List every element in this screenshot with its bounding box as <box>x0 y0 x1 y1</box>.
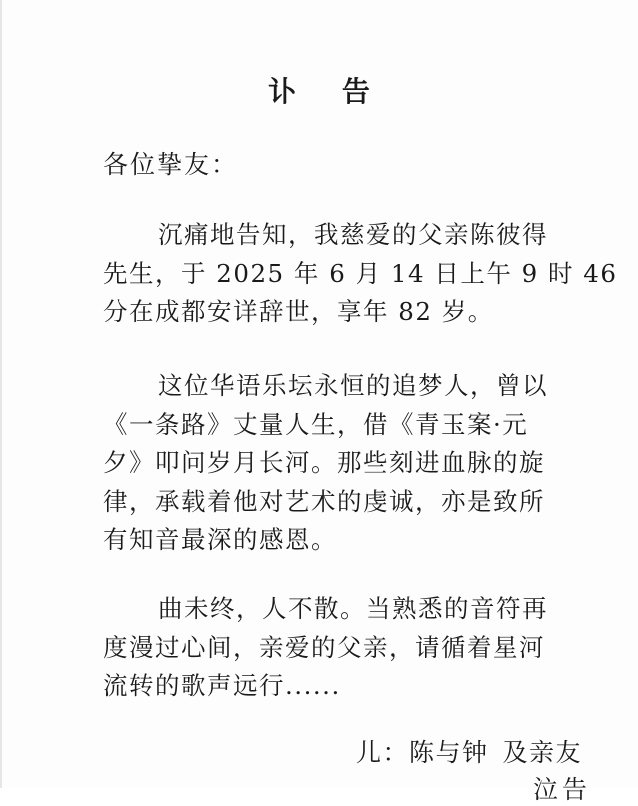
paragraph-tribute <box>103 367 603 560</box>
paragraph-line: 《一条路》丈量人生，借《青玉案·元 <box>103 409 529 439</box>
paragraph-line: 曲未终，人不散。当熟悉的音符再 <box>158 594 548 623</box>
paragraph-line: 先生，于 2025 年 6 月 14 日上午 9 时 46 <box>103 258 618 288</box>
paragraph-line: 律，承载着他对艺术的虔诚，亦是致所 <box>103 486 545 516</box>
paragraph-line: 有知音最深的感恩。 <box>103 525 337 554</box>
paragraph-line: 夕》叩问岁月长河。那些刻进血脉的旋 <box>103 448 545 477</box>
signature-family: 及亲友 <box>502 738 583 767</box>
paragraph-farewell <box>103 590 603 706</box>
closing-text: 泣告 <box>533 775 592 804</box>
paragraph-line: 流转的歌声远行...... <box>103 671 341 700</box>
signature <box>356 733 582 769</box>
paragraph-line: 度漫过心间，亲爱的父亲，请循着星河 <box>103 632 545 662</box>
paragraph-line: 分在成都安详辞世，享年 82 岁。 <box>103 297 494 326</box>
signature-son: 儿：陈与钟 <box>356 738 489 767</box>
paragraph-line: 沉痛地告知，我慈爱的父亲陈彼得 <box>158 220 548 249</box>
page-edge <box>0 0 2 788</box>
paragraph-announcement <box>103 216 618 332</box>
document-title: 讣 告 <box>268 75 388 108</box>
paragraph-line: 这位华语乐坛永恒的追梦人，曾以 <box>158 371 548 400</box>
salutation: 各位挚友： <box>103 150 239 179</box>
